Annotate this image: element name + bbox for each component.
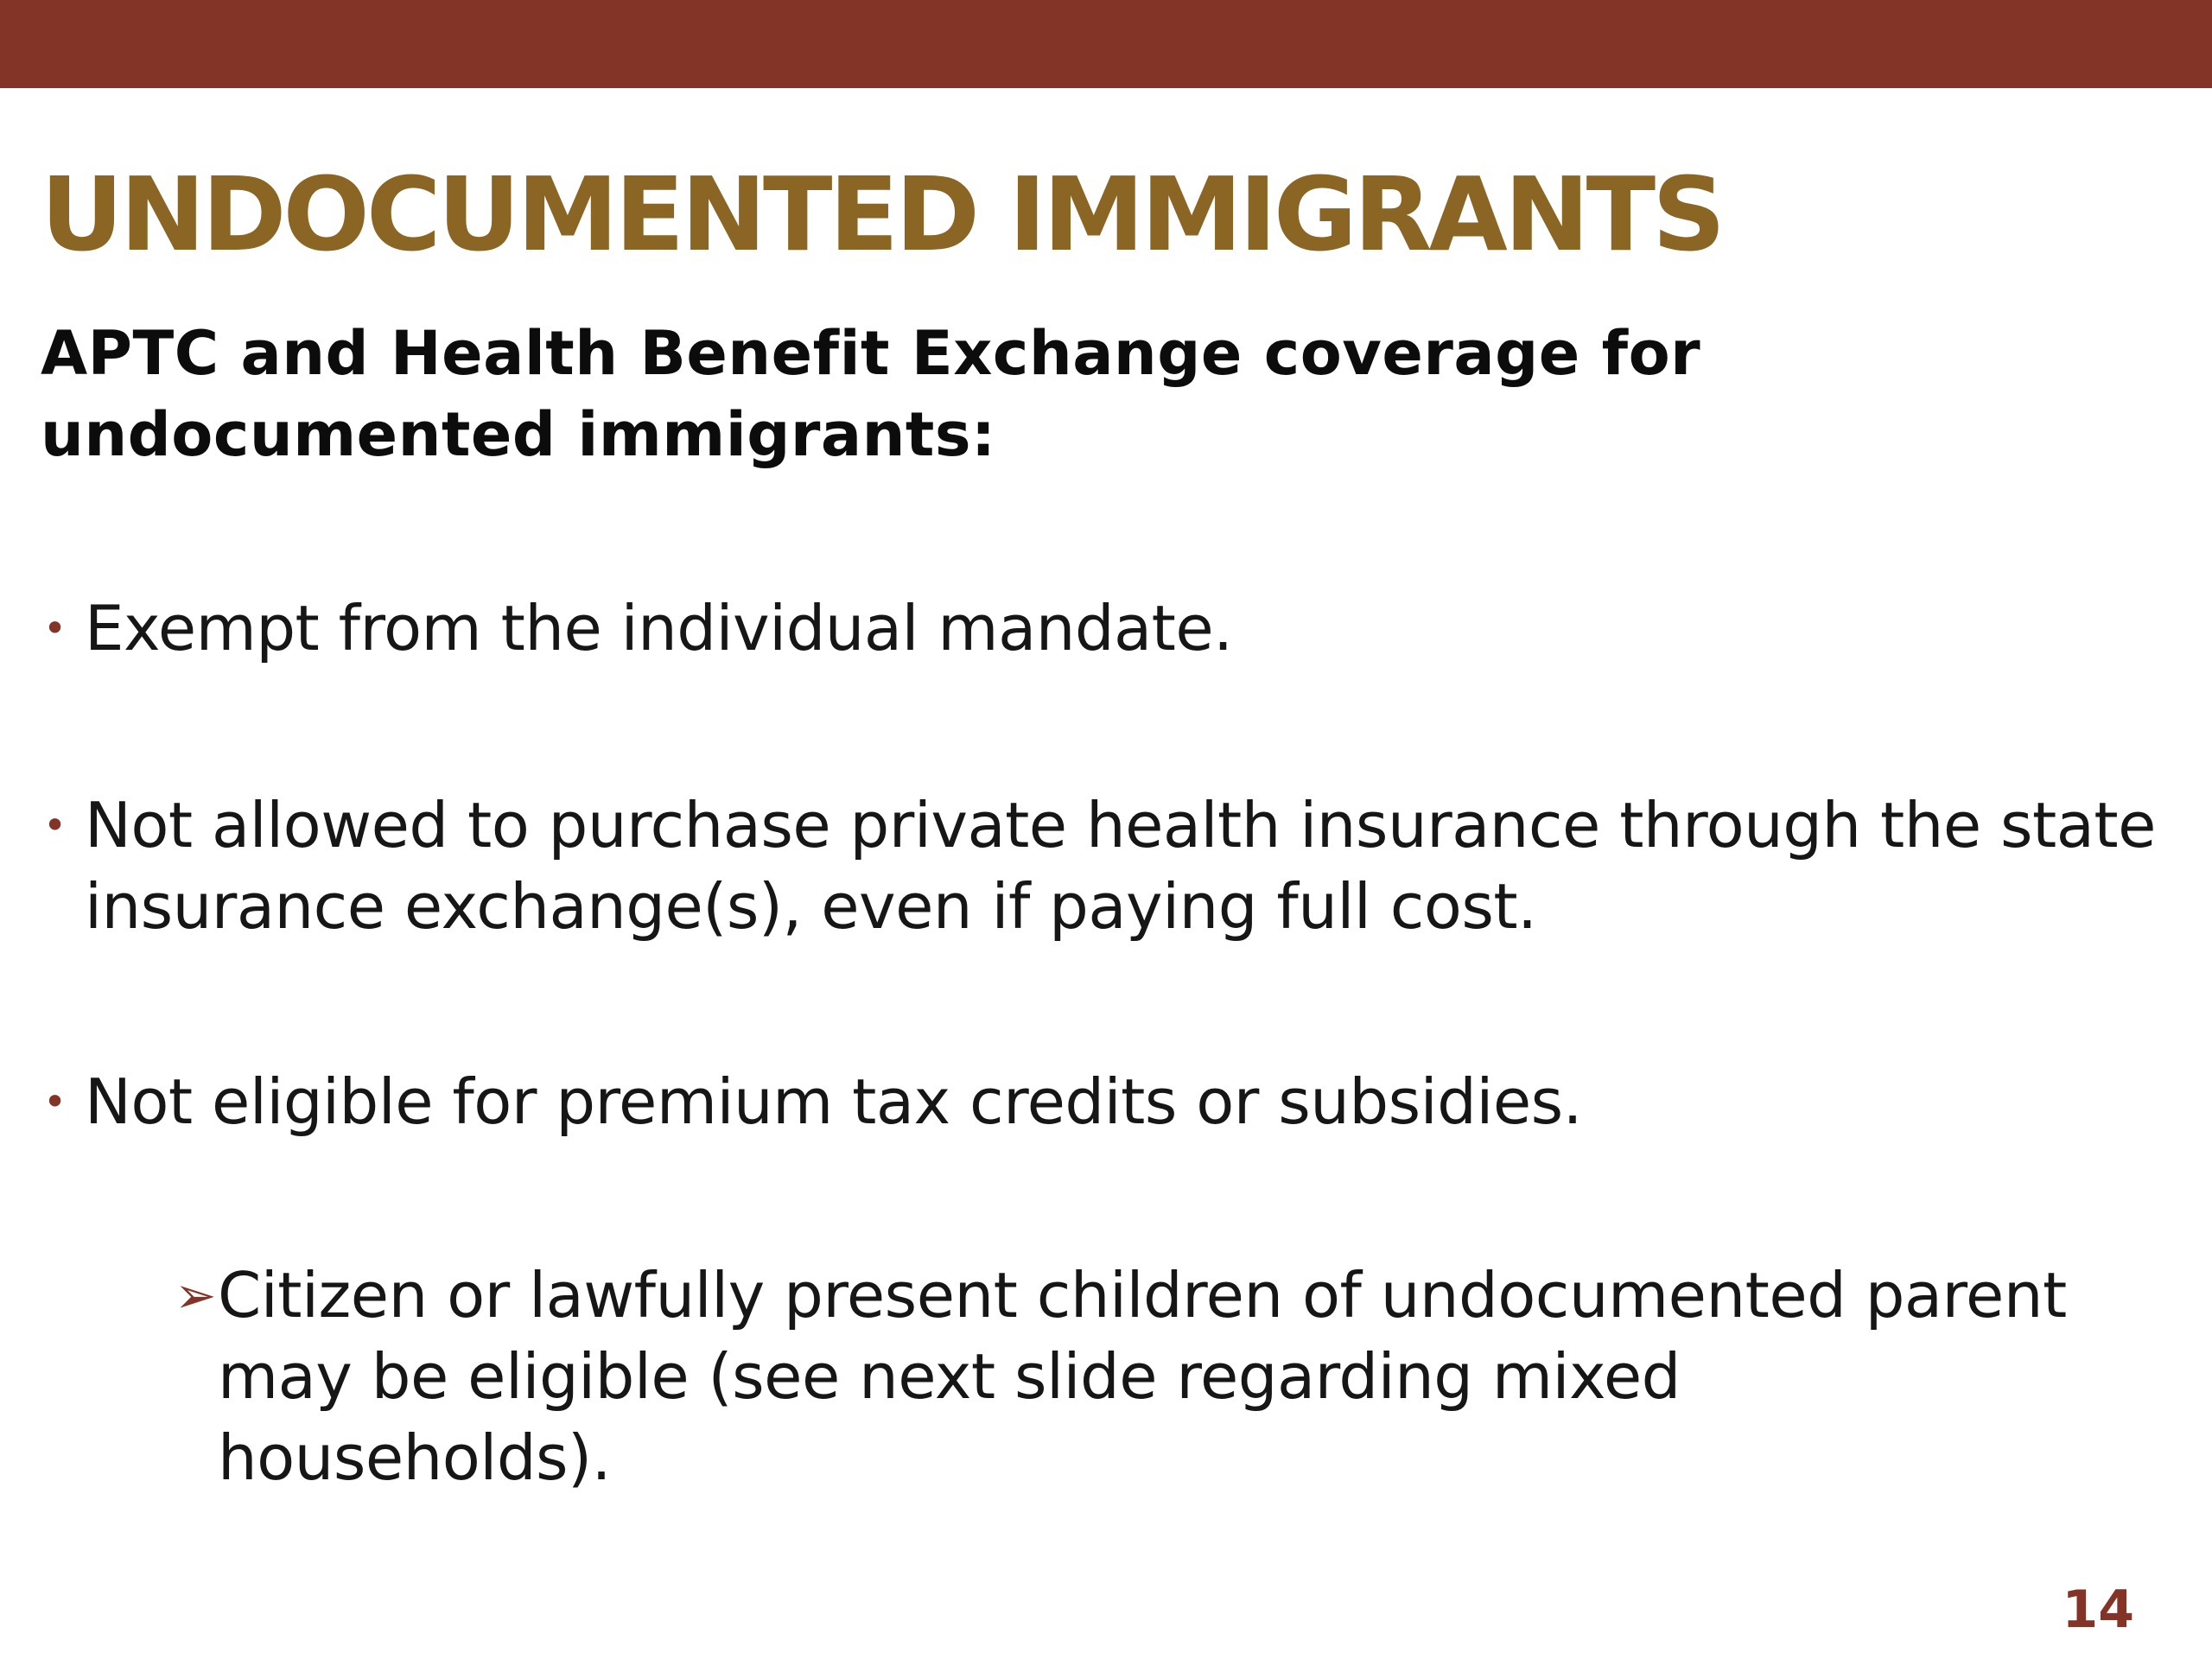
sub-bullet-text: Citizen or lawfully present children of undocumented parent may be eligible (see next slide regarding mixed households). — [218, 1259, 2067, 1494]
slide-subtitle: APTC and Health Benefit Exchange coverage for undocumented immigrants: — [41, 318, 1701, 470]
sub-bullet-item — [175, 1255, 2075, 1498]
slide-title: UNDOCUMENTED IMMIGRANTS — [41, 155, 1723, 274]
bullet-item — [43, 1061, 2158, 1142]
bullet-dot-icon: • — [43, 1078, 67, 1125]
page-number: 14 — [2062, 1580, 2134, 1640]
bullet-text: Exempt from the individual mandate. — [85, 592, 1233, 664]
arrow-bullet-icon: ➢ — [175, 1266, 217, 1325]
bullet-text: Not eligible for premium tax credits or subsidies. — [85, 1065, 1583, 1138]
bullet-text: Not allowed to purchase private health insurance through the state insurance exchange(s), even if paying full cost. — [85, 789, 2156, 943]
bullet-item — [43, 588, 2158, 669]
bullet-item — [43, 785, 2158, 947]
bullet-dot-icon: • — [43, 802, 67, 849]
bullet-dot-icon: • — [43, 605, 67, 652]
top-accent-bar — [0, 0, 2212, 88]
